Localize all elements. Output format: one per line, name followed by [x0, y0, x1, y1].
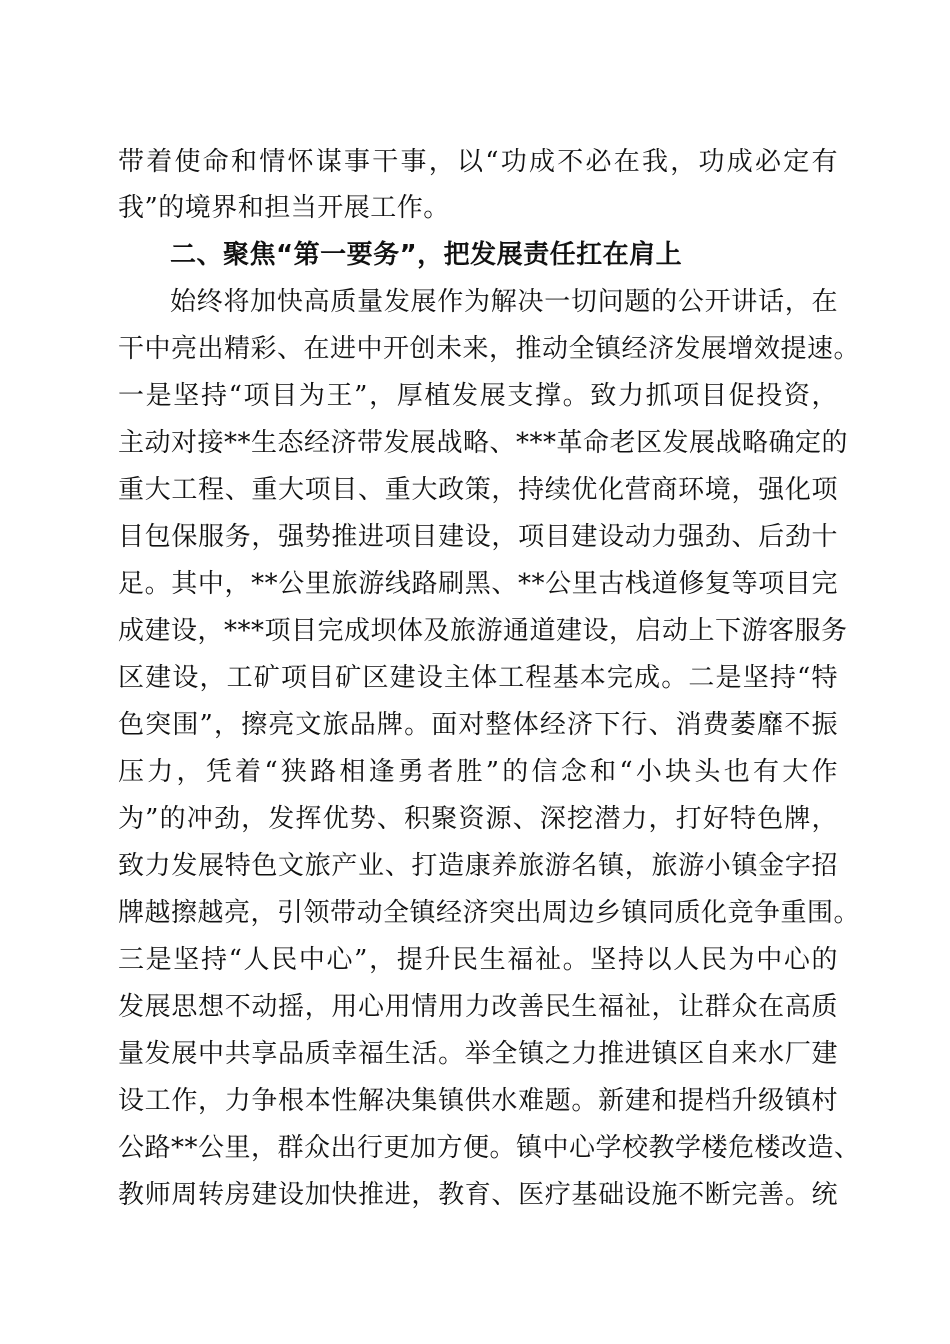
- body-line-4: 干中亮出精彩、在进中开创未来，推动全镇经济发展增效提速。: [118, 334, 861, 364]
- body-line-2: 我”的境界和担当开展工作。: [118, 193, 450, 223]
- body-line-3: 始终将加快高质量发展作为解决一切问题的公开讲话，在: [170, 287, 838, 317]
- body-line-18: 发展思想不动摇，用心用情用力改善民生福祉，让群众在高质: [118, 992, 838, 1022]
- body-line-16: 牌越擦越亮，引领带动全镇经济突出周边乡镇同质化竞争重围。: [118, 898, 861, 928]
- section-heading: 二、聚焦“第一要务”，把发展责任扛在肩上: [170, 240, 683, 270]
- body-line-15: 致力发展特色文旅产业、打造康养旅游名镇，旅游小镇金字招: [118, 851, 838, 881]
- body-line-20: 设工作，力争根本性解决集镇供水难题。新建和提档升级镇村: [118, 1086, 838, 1116]
- body-line-5: 一是坚持“项目为王”，厚植发展支撑。致力抓项目促投资，: [118, 381, 838, 411]
- body-line-9: 足。其中，**公里旅游线路刷黑、**公里古栈道修复等项目完: [118, 569, 838, 599]
- body-line-21: 公路**公里，群众出行更加方便。镇中心学校教学楼危楼改造、: [118, 1133, 861, 1163]
- body-line-7: 重大工程、重大项目、重大政策，持续优化营商环境，强化项: [118, 475, 838, 505]
- body-line-19: 量发展中共享品质幸福生活。举全镇之力推进镇区自来水厂建: [118, 1039, 838, 1069]
- body-line-8: 目包保服务，强势推进项目建设，项目建设动力强劲、后劲十: [118, 522, 838, 552]
- body-line-13: 压力，凭着“狭路相逢勇者胜”的信念和“小块头也有大作: [118, 757, 838, 787]
- body-line-11: 区建设，工矿项目矿区建设主体工程基本完成。二是坚持“特: [118, 663, 838, 693]
- body-line-10: 成建设，***项目完成坝体及旅游通道建设，启动上下游客服务: [118, 616, 848, 646]
- body-line-14: 为”的冲劲，发挥优势、积聚资源、深挖潜力，打好特色牌，: [118, 804, 838, 834]
- body-line-6: 主动对接**生态经济带发展战略、***革命老区发展战略确定的: [118, 428, 849, 458]
- body-line-17: 三是坚持“人民中心”，提升民生福祉。坚持以人民为中心的: [118, 945, 838, 975]
- body-line-12: 色突围”，擦亮文旅品牌。面对整体经济下行、消费萎靡不振: [118, 710, 838, 740]
- body-line-1: 带着使命和情怀谋事干事，以“功成不必在我，功成必定有: [118, 147, 838, 177]
- body-line-22: 教师周转房建设加快推进，教育、医疗基础设施不断完善。统: [118, 1180, 838, 1210]
